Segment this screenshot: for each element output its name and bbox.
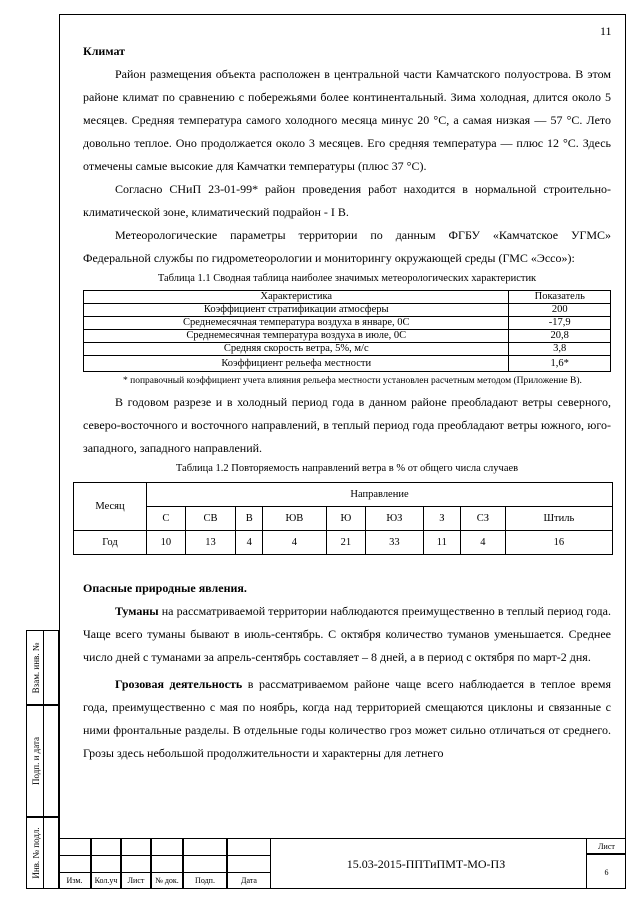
- table-cell: Среднемесячная температура воздуха в январе, 0С: [84, 317, 509, 330]
- climate-paragraph: Район размещения объекта расположен в центральной части Камчатского полуострова. В этом районе климат по сравнению с побережьями более континентальный. Зима холодная, длится около 5 месяцев. Средняя температура самого холодного месяца минус 20 °С, а самая низкая — 57 °С. Лето довольно теплое. Оно продолжается около 3 месяцев. Его средняя температура — плюс 12 °С. Здесь отмечены самые высокие для Камчатки температуры (плюс 37 °С).: [83, 67, 611, 173]
- stamp-col-kol: Кол.уч: [91, 872, 121, 889]
- table-header-row: [84, 291, 611, 304]
- stamp-col-doc: № док.: [151, 872, 183, 889]
- table-cell: 13: [185, 531, 236, 555]
- stamp-cell: [151, 855, 183, 873]
- side-label-box: [26, 630, 59, 705]
- fog-text: на рассматриваемой территории наблюдаются преимущественно в теплый период года. Чаще всего туманы бывают в июль-сентябрь. С октября количество туманов уменьшается. Среднее число дней с туманами за апрель-сентябрь составляет – 8 дней, а в период с октября по март-2 дня.: [83, 604, 611, 664]
- table-cell: 200: [509, 304, 611, 317]
- snip-paragraph: Согласно СНиП 23-01-99* район проведения работ находится в нормальной строительно-климатической зоне, климатический подрайон - I В.: [83, 182, 611, 219]
- table-row: [84, 330, 611, 343]
- stamp-cell: [121, 838, 151, 856]
- storm-text: в рассматриваемом районе чаще всего наблюдается в теплое время года, преимущественно с мая по ноябрь, когда над территорией смещаются циклоны и связанные с ними фронтальные разделы. В отдельные годы количество гроз может сильно отличаться от среднего. Грозы здесь небольшой продолжительности и характерны для летнего: [83, 677, 611, 760]
- stamp-col-izm: Изм.: [59, 872, 91, 889]
- side-divider: [43, 706, 44, 816]
- table-header: ЮЗ: [366, 507, 423, 531]
- table-cell: -17,9: [509, 317, 611, 330]
- table-row: [84, 304, 611, 317]
- table-header: ЮВ: [263, 507, 326, 531]
- climate-heading: Климат: [83, 44, 126, 58]
- table-cell: Средняя скорость ветра, 5%, м/с: [84, 343, 509, 356]
- table-cell: 4: [263, 531, 326, 555]
- stamp-cell: [183, 838, 227, 856]
- side-label-box: [26, 705, 59, 817]
- table-row: [84, 343, 611, 356]
- table2-caption: Таблица 1.2 Повторяемость направлений ветра в % от общего числа случаев: [175, 463, 519, 474]
- side-label-box: [26, 817, 59, 889]
- side-divider: [43, 631, 44, 704]
- table-cell: 1,6*: [509, 356, 611, 372]
- stamp-cell: [183, 855, 227, 873]
- table-row: [84, 356, 611, 372]
- table-cell: 10: [147, 531, 186, 555]
- table-header-row: [74, 483, 613, 507]
- storm-paragraph: [83, 673, 611, 765]
- table-header: Ю: [326, 507, 366, 531]
- table-header-row: [74, 507, 613, 531]
- table-header: СВ: [185, 507, 236, 531]
- table-cell: 4: [461, 531, 506, 555]
- meteo-table: [83, 290, 611, 372]
- table1-note: * поправочный коэффициент учета влияния рельефа местности установлен расчетным методом (Приложение В).: [123, 376, 582, 386]
- table-header: Характеристика: [84, 291, 509, 304]
- table-header: Штиль: [505, 507, 612, 531]
- table-cell: Коэффициент рельефа местности: [84, 356, 509, 372]
- meteo-paragraph: Метеорологические параметры территории по данным ФГБУ «Камчатское УГМС» Федеральной службы по гидрометеорологии и мониторингу окружающей среды (ГМС «Эссо»):: [83, 228, 611, 265]
- table-header: З: [423, 507, 460, 531]
- table-cell: Среднемесячная температура воздуха в июле, 0С: [84, 330, 509, 343]
- table-cell: 20,8: [509, 330, 611, 343]
- table-cell: 21: [326, 531, 366, 555]
- document-body: [83, 40, 611, 765]
- table-header: СЗ: [461, 507, 506, 531]
- table-cell: 11: [423, 531, 460, 555]
- stamp-cell: [227, 838, 271, 856]
- fog-term: Туманы: [115, 604, 159, 618]
- table-header: С: [147, 507, 186, 531]
- stamp-col-sign: Подп.: [183, 872, 227, 889]
- table-header: Месяц: [74, 483, 147, 531]
- stamp-cell: [59, 838, 91, 856]
- fog-paragraph: [83, 600, 611, 669]
- wind-paragraph: В годовом разрезе и в холодный период года в данном районе преобладают ветры северного, северо-восточного и восточного направлений, в теплый период года преобладают ветры южного, юго-западного, западного направлений.: [83, 395, 611, 455]
- stamp-cell: [91, 855, 121, 873]
- table-cell: 33: [366, 531, 423, 555]
- table1-caption: Таблица 1.1 Сводная таблица наиболее значимых метеорологических характеристик: [157, 273, 537, 284]
- side-label-replace-inv: Взам. инв. №: [31, 642, 41, 693]
- table-cell: 3,8: [509, 343, 611, 356]
- table-cell: Коэффициент стратификации атмосферы: [84, 304, 509, 317]
- table-cell: 4: [236, 531, 263, 555]
- table-row: [84, 317, 611, 330]
- document-code: 15.03-2015-ППТиПМТ-МО-ПЗ: [346, 857, 506, 871]
- stamp-cell: [227, 855, 271, 873]
- side-label-sign-date: Подп. и дата: [31, 736, 41, 786]
- table-header: Показатель: [509, 291, 611, 304]
- side-divider: [43, 818, 44, 888]
- table-header: Направление: [147, 483, 613, 507]
- table-row: [74, 531, 613, 555]
- stamp-col-list: Лист: [121, 872, 151, 889]
- storm-term: Грозовая деятельность: [115, 677, 243, 691]
- page-number: 11: [600, 24, 612, 38]
- side-label-inv-orig: Инв. № подл.: [31, 827, 41, 879]
- sheet-number: 6: [586, 854, 626, 889]
- hazards-heading: Опасные природные явления.: [83, 581, 247, 595]
- table-header: В: [236, 507, 263, 531]
- stamp-cell: [91, 838, 121, 856]
- table-cell: Год: [74, 531, 147, 555]
- wind-table: [73, 482, 613, 555]
- stamp-cell: [151, 838, 183, 856]
- sheet-label: Лист: [586, 838, 626, 854]
- stamp-cell: [59, 855, 91, 873]
- title-block: [59, 838, 626, 889]
- stamp-cell: [121, 855, 151, 873]
- table-cell: 16: [505, 531, 612, 555]
- stamp-col-date: Дата: [227, 872, 271, 889]
